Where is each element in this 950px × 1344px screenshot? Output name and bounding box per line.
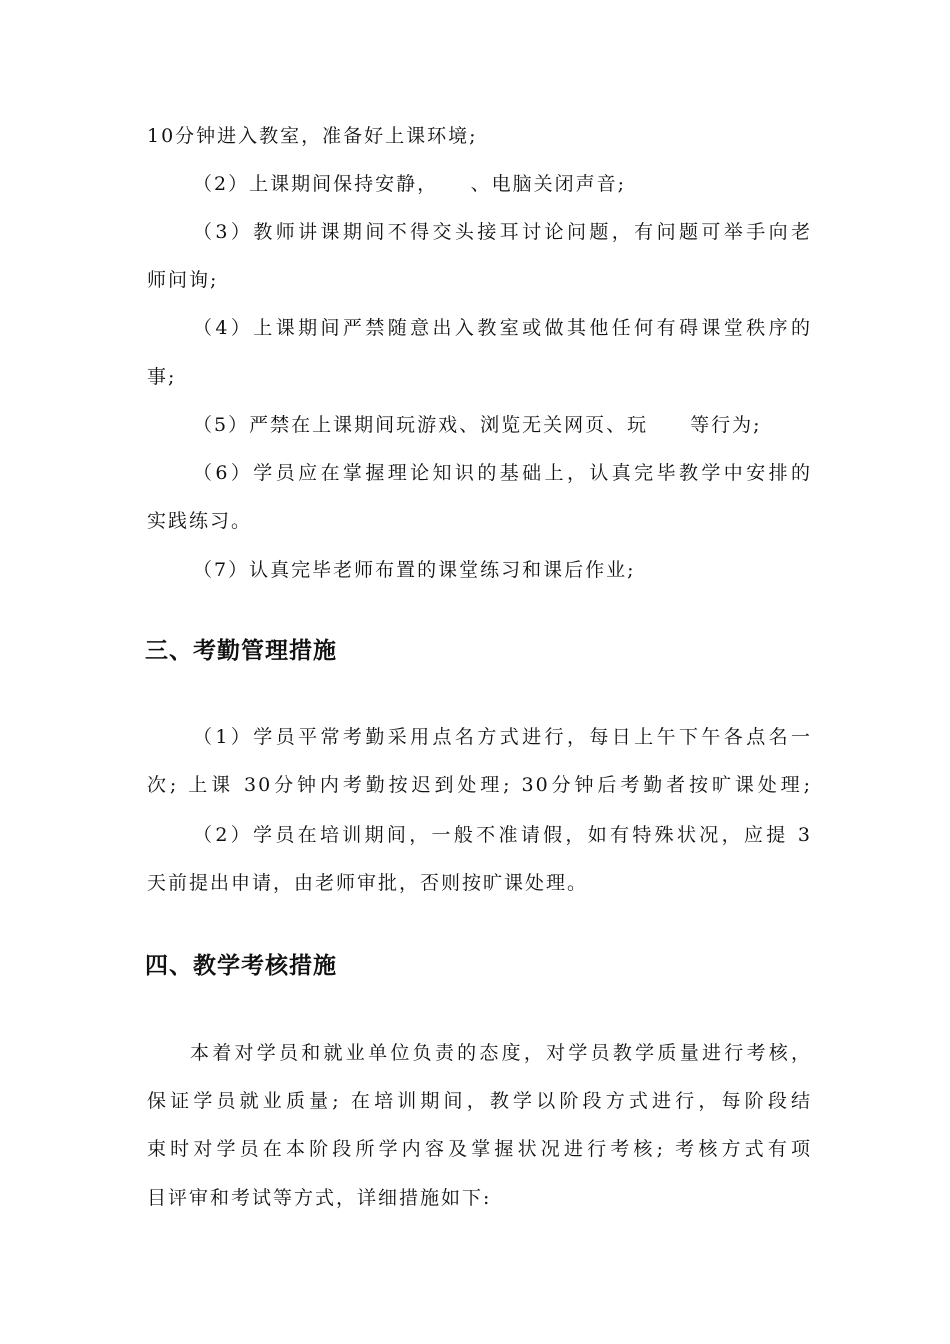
- rule-item-3: （3）教师讲课期间不得交头接耳讨论问题，有问题可举手向老: [193, 221, 812, 243]
- assessment-paragraph-line-3: 束时对学员在本阶段所学内容及掌握状况进行考核; 考核方式有项: [147, 1138, 812, 1160]
- section-heading-assessment: 四、教学考核措施: [145, 953, 337, 979]
- assessment-paragraph-line-1: 本着对学员和就业单位负责的态度，对学员教学质量进行考核，: [190, 1042, 812, 1064]
- rule-item-5: （5）严禁在上课期间玩游戏、浏览无关网页、玩 等行为;: [193, 414, 762, 436]
- rule-item-4-continued: 事;: [147, 366, 177, 388]
- assessment-paragraph-line-4: 目评审和考试等方式，详细措施如下:: [147, 1187, 492, 1209]
- assessment-paragraph-line-2: 保证学员就业质量; 在培训期间，教学以阶段方式进行，每阶段结: [147, 1090, 812, 1112]
- attendance-item-1: （1）学员平常考勤采用点名方式进行，每日上午下午各点名一: [193, 726, 812, 748]
- rule-item-3-continued: 师问询;: [147, 269, 219, 291]
- rule-item-6: （6）学员应在掌握理论知识的基础上，认真完毕教学中安排的: [193, 462, 812, 484]
- section-heading-attendance: 三、考勤管理措施: [145, 638, 337, 664]
- attendance-item-2: （2）学员在培训期间，一般不准请假，如有特殊状况，应提 3: [193, 824, 812, 846]
- rule-item-4: （4）上课期间严禁随意出入教室或做其他任何有碍课堂秩序的: [193, 317, 812, 339]
- attendance-item-1-continued: 次; 上课 30分钟内考勤按迟到处理; 30分钟后考勤者按旷课处理;: [147, 774, 812, 796]
- rule-item-6-continued: 实践练习。: [147, 510, 253, 532]
- attendance-item-2-continued: 天前提出申请，由老师审批，否则按旷课处理。: [147, 872, 589, 894]
- rule-item-7: （7）认真完毕老师布置的课堂练习和课后作业;: [193, 559, 636, 581]
- rule-line-1-continued: 10分钟进入教室，准备好上课环境;: [147, 125, 478, 147]
- rule-item-2: （2）上课期间保持安静， 、电脑关闭声音;: [193, 173, 626, 195]
